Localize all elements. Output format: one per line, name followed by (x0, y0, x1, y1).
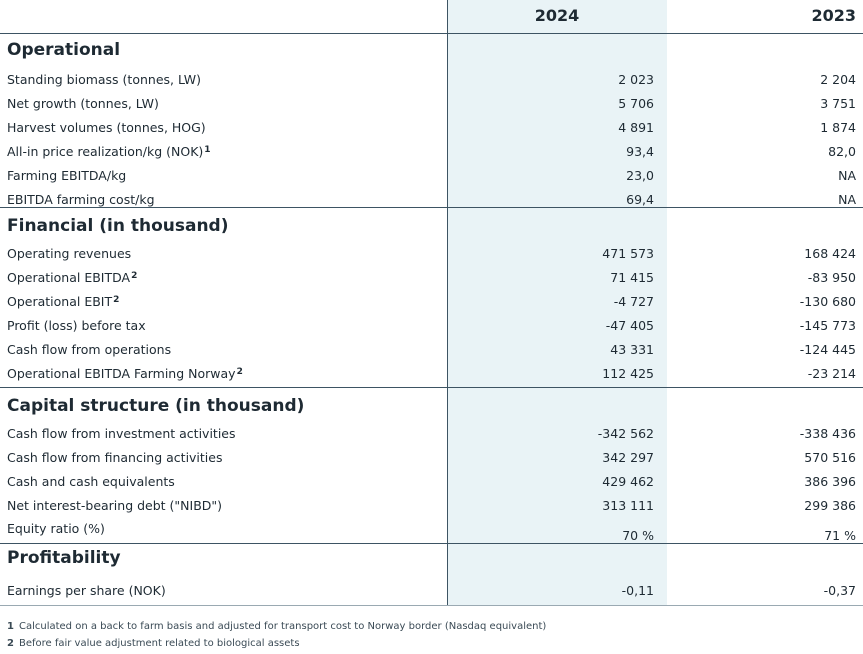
section-divider (0, 387, 863, 388)
row-label: EBITDA farming cost/kg (7, 192, 155, 207)
value-2023: 1 874 (820, 120, 856, 135)
value-2024: 70 % (622, 528, 654, 543)
value-2024: 2 023 (618, 72, 654, 87)
row-label: All-in price realization/kg (NOK) (7, 144, 204, 159)
value-2023: -124 445 (799, 342, 856, 357)
footnote-marker: 1 (204, 145, 211, 155)
footnote-marker: 2 (236, 367, 243, 377)
column-divider (447, 0, 448, 605)
header-divider (0, 33, 863, 34)
value-2024: 69,4 (626, 192, 654, 207)
value-2024: 471 573 (602, 246, 654, 261)
value-2024: 43 331 (610, 342, 654, 357)
row-label: Harvest volumes (tonnes, HOG) (7, 120, 206, 135)
value-2024: -4 727 (613, 294, 654, 309)
row-label: Cash flow from financing activities (7, 450, 223, 465)
value-2024: 429 462 (602, 474, 654, 489)
footnote-text: Calculated on a back to farm basis and adjusted for transport cost to Norway border (Nasdaq equivalent) (18, 621, 547, 632)
value-2024: -0,11 (621, 583, 654, 598)
value-2024: 112 425 (602, 366, 654, 381)
value-2023: -145 773 (799, 318, 856, 333)
row-label: Operational EBITDA (7, 270, 131, 285)
value-2024: 23,0 (626, 168, 654, 183)
footnote-marker: 2 (113, 295, 120, 305)
row-label: Cash and cash equivalents (7, 474, 175, 489)
row-label: Profit (loss) before tax (7, 318, 146, 333)
year-2023-header: 2023 (811, 6, 856, 25)
row-label: Operating revenues (7, 246, 132, 261)
value-2024: 4 891 (618, 120, 654, 135)
row-label: Earnings per share (NOK) (7, 583, 166, 598)
value-2023: NA (838, 192, 856, 207)
value-2023: 2 204 (820, 72, 856, 87)
value-2023: 71 % (824, 528, 856, 543)
row-label: Net interest-bearing debt ("NIBD") (7, 498, 223, 513)
row-label: Net growth (tonnes, LW) (7, 96, 159, 111)
row-label: Farming EBITDA/kg (7, 168, 127, 183)
value-2023: 386 396 (804, 474, 856, 489)
value-2024: 93,4 (626, 144, 654, 159)
row-label-with-footnote (7, 270, 137, 285)
value-2023: 82,0 (828, 144, 856, 159)
value-2023: -338 436 (799, 426, 856, 441)
value-2023: -23 214 (807, 366, 856, 381)
footnote-text: Before fair value adjustment related to biological assets (18, 638, 300, 649)
row-label: Cash flow from investment activities (7, 426, 236, 441)
value-2024: 71 415 (610, 270, 654, 285)
value-2024: -47 405 (605, 318, 654, 333)
row-label: Operational EBITDA Farming Norway (7, 366, 236, 381)
value-2024: 5 706 (618, 96, 654, 111)
row-label: Operational EBIT (7, 294, 113, 309)
row-label-with-footnote (7, 144, 211, 159)
footnote-2 (7, 638, 300, 649)
row-label: Standing biomass (tonnes, LW) (7, 72, 202, 87)
section-divider (0, 207, 863, 208)
footnote-marker: 2 (131, 271, 138, 281)
value-2023: 3 751 (820, 96, 856, 111)
value-2023: -83 950 (807, 270, 856, 285)
section-title-profitability: Profitability (7, 548, 121, 568)
section-title-operational: Operational (7, 40, 121, 60)
value-2024: 342 297 (602, 450, 654, 465)
value-2023: -130 680 (799, 294, 856, 309)
year-2024-header: 2024 (534, 6, 580, 25)
value-2023: 570 516 (804, 450, 856, 465)
row-label-with-footnote (7, 294, 119, 309)
footnote-1 (7, 621, 546, 632)
footnote-number: 1 (7, 621, 14, 632)
value-2024: -342 562 (597, 426, 654, 441)
value-2023: 299 386 (804, 498, 856, 513)
section-title-capital-structure: Capital structure (in thousand) (7, 396, 305, 416)
value-2023: -0,37 (823, 583, 856, 598)
row-label: Cash flow from operations (7, 342, 172, 357)
value-2024: 313 111 (602, 498, 654, 513)
row-label-with-footnote (7, 366, 243, 381)
value-2023: 168 424 (804, 246, 856, 261)
section-title-financial: Financial (in thousand) (7, 216, 229, 236)
table-bottom-border (0, 605, 863, 606)
row-label: Equity ratio (%) (7, 521, 105, 536)
footnote-number: 2 (7, 638, 14, 649)
section-divider (0, 543, 863, 544)
value-2023: NA (838, 168, 856, 183)
